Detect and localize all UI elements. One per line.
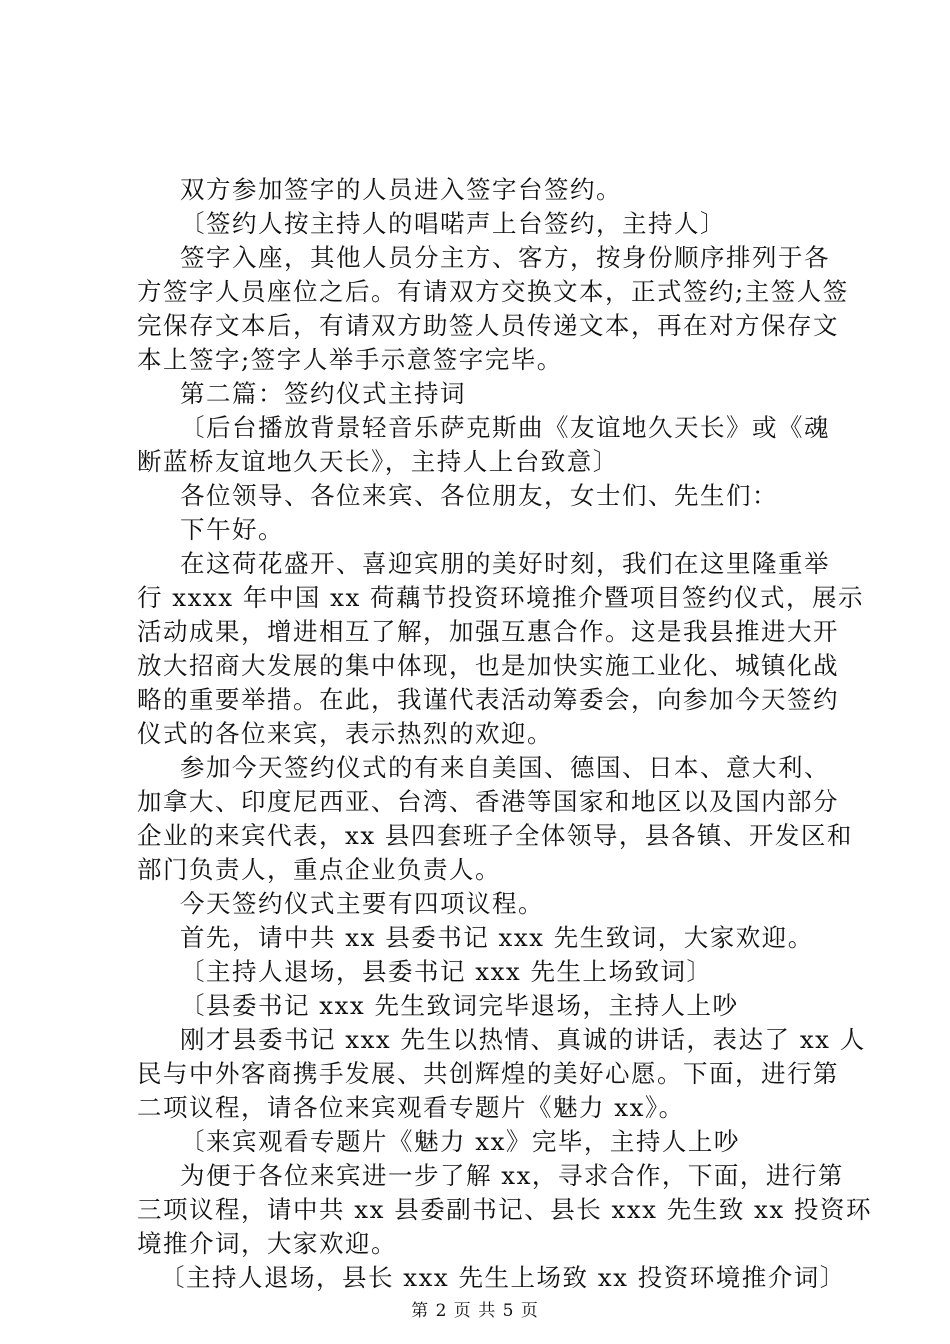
- body-line: 放大招商大发展的集中体现，也是加快实施工业化、城镇化战: [137, 651, 839, 680]
- body-line: 加拿大、印度尼西亚、台湾、香港等国家和地区以及国内部分: [137, 787, 839, 816]
- body-line: 活动成果，增进相互了解，加强互惠合作。这是我县推进大开: [137, 617, 839, 646]
- body-line: 企业的来宾代表，xx 县四套班子全体领导，县各镇、开发区和: [137, 821, 853, 850]
- body-line: 完保存文本后，有请双方助签人员传递文本，再在对方保存文: [137, 311, 839, 340]
- body-line: 双方参加签字的人员进入签字台签约。: [180, 175, 622, 204]
- body-line: 今天签约仪式主要有四项议程。: [180, 889, 544, 918]
- body-line: 刚才县委书记 xxx 先生以热情、真诚的讲话，表达了 xx 人: [180, 1025, 866, 1054]
- body-line: 参加今天签约仪式的有来自美国、德国、日本、意大利、: [180, 753, 830, 782]
- body-line: 三项议程，请中共 xx 县委副书记、县长 xxx 先生致 xx 投资环: [137, 1195, 872, 1224]
- body-line: 在这荷花盛开、喜迎宾朋的美好时刻，我们在这里隆重举: [180, 549, 830, 578]
- body-line: 略的重要举措。在此，我谨代表活动筹委会，向参加今天签约: [137, 685, 839, 714]
- body-line: 〔主持人退场，县委书记 xxx 先生上场致词〕: [180, 957, 713, 986]
- body-line: 本上签字;签字人举手示意签字完毕。: [137, 345, 563, 374]
- body-line: 〔主持人退场，县长 xxx 先生上场致 xx 投资环境推介词〕: [160, 1263, 846, 1292]
- body-line: 部门负责人，重点企业负责人。: [137, 855, 501, 884]
- body-line: 〔县委书记 xxx 先生致词完毕退场，主持人上吵: [180, 991, 739, 1020]
- section-heading: 第二篇：签约仪式主持词: [180, 379, 466, 408]
- body-line: 签字入座，其他人员分主方、客方，按身份顺序排列于各: [180, 243, 830, 272]
- page-footer: 第 2 页 共 5 页: [411, 1301, 539, 1321]
- body-line: 境推介词，大家欢迎。: [137, 1229, 397, 1258]
- body-line: 首先，请中共 xx 县委书记 xxx 先生致词，大家欢迎。: [180, 923, 814, 952]
- body-line: 仪式的各位来宾，表示热烈的欢迎。: [137, 719, 553, 748]
- body-line: 〔后台播放背景轻音乐萨克斯曲《友谊地久天长》或《魂: [180, 413, 830, 442]
- body-line: 各位领导、各位来宾、各位朋友，女士们、先生们：: [180, 481, 778, 510]
- body-line: 民与中外客商携手发展、共创辉煌的美好心愿。下面，进行第: [137, 1059, 839, 1088]
- body-line: 〔来宾观看专题片《魅力 xx》完毕，主持人上吵: [180, 1127, 740, 1156]
- body-line: 方签字人员座位之后。有请双方交换文本，正式签约;主签人签: [137, 277, 849, 306]
- body-line: 行 xxxx 年中国 xx 荷藕节投资环境推介暨项目签约仪式，展示: [137, 583, 865, 612]
- body-line: 二项议程，请各位来宾观看专题片《魅力 xx》。: [137, 1093, 685, 1122]
- body-line: 〔签约人按主持人的唱喏声上台签约，主持人〕: [180, 209, 726, 238]
- body-line: 下午好。: [180, 515, 284, 544]
- body-line: 为便于各位来宾进一步了解 xx，寻求合作，下面，进行第: [180, 1161, 844, 1190]
- body-line: 断蓝桥友谊地久天长》，主持人上台致意〕: [137, 447, 619, 476]
